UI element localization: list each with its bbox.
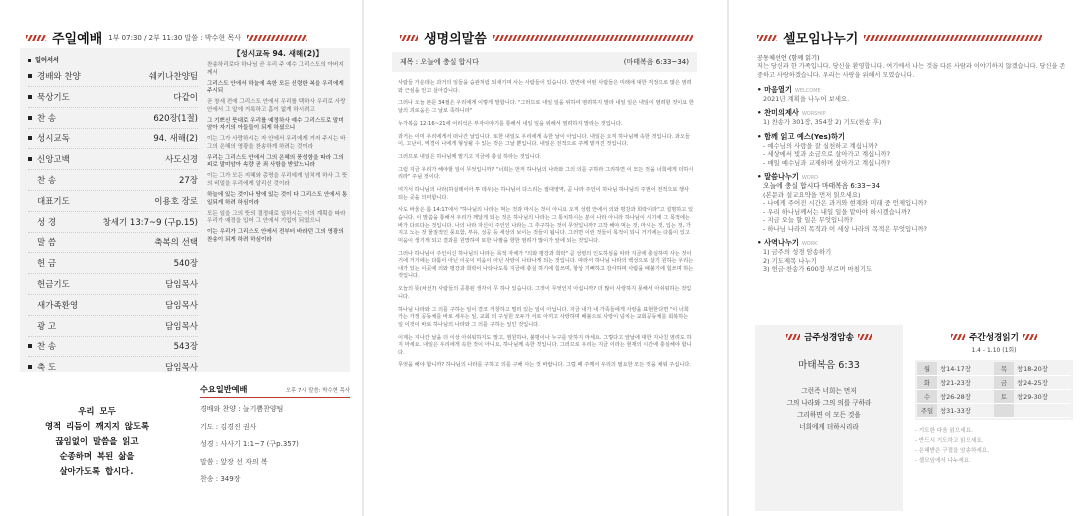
order-item xyxy=(28,232,198,252)
header-decoration xyxy=(247,35,307,41)
order-item xyxy=(28,108,198,128)
cell-section-item: - 매일 예수님과 교제하며 살아가고 계십니까? xyxy=(763,158,890,167)
bullet-icon xyxy=(28,365,32,369)
responsive-reading xyxy=(207,48,349,248)
sermon-paragraph: 하나님 나라와 그 의를 구하는 일이 결코 거창하고 멀리 있는 일이 아닙니다. 지금 내가 내 가족들에게 사랑을 표현한다면 "이 너희 가는 가정 공동체를 바로 세우는 일, 교회 의 구성원 모두가 서로 아끼고 사랑하며 배불으로 사랑이 넘치는 교회공동체를 회복하는 일 이것이 바로 하나님의 나라와 그 의를 구하는 일인 것입니다. xyxy=(398,306,689,328)
wed-title: 수요일반예배 xyxy=(200,384,248,394)
cell-section-heading: • 말씀나누기 WORD xyxy=(757,172,819,182)
wed-item: 기도 : 김경진 권사 xyxy=(200,422,257,431)
order-item-value: 담임목사 xyxy=(165,363,198,374)
sermon-paragraph: 사람들 가운데는 과거의 일들을 습관처럼 되새기며 사는 사람들이 있습니다. 반면에 어떤 사람들은 미래에 대한 걱정으로 많은 염려와 근심을 안고 살아갑니다. xyxy=(398,80,692,94)
reading-note: - 반드시 기도하고 읽으세요. xyxy=(915,438,984,444)
order-item-value: 620장(1절) xyxy=(153,113,198,124)
day-cell: 월 xyxy=(917,362,937,376)
cell-section-heading: • 사역나누기 WORK xyxy=(757,238,818,248)
cell-section-item: - 지금 오늘 할 일은 무엇입니까? xyxy=(763,216,853,225)
order-item-label: 대표기도 xyxy=(37,196,70,207)
order-item-label: 새가족환영 xyxy=(37,300,79,311)
day-cell: 주일 xyxy=(917,404,937,418)
day-cell: 금 xyxy=(994,376,1014,390)
sermon-paragraph: 과거는 이미 우리에게서 떠나간 날입니다. 또한 내일도 우리에게 속한 날이 아닙니다. 내일은 오직 하나님께 속한 것입니다. 과오들이, 고난이, 역경이 나에게 형성될 수 있는 것은 그날 뿐입니다. 내일은 전적으로 주께 맡겨진 것입니다. xyxy=(398,133,690,148)
cell-section-item: (본문과 설교요약을 먼저 읽으세요) xyxy=(763,190,861,199)
header-decoration xyxy=(493,35,693,41)
cell-section-item: 1) 금주의 성경 암송하기 xyxy=(763,248,832,257)
header-decoration xyxy=(864,35,1042,41)
order-item-value: 543장 xyxy=(173,342,198,353)
order-item-value: 쉐키나찬양팀 xyxy=(148,72,198,82)
page-title: 생명의말씀 xyxy=(424,32,487,47)
page-title: 주일예배 xyxy=(52,32,103,47)
sermon-paragraph: 오늘의 뜻(차선?) 사람들의 공통된 생각이 무 하나 있습니다. 그것이 무엇인지 아십니까? 더 많이 사랑하지 못해서 아쉬워하는 것입니다. xyxy=(398,286,692,300)
day-cell: 수 xyxy=(917,390,937,404)
cell-section-heading: • 찬미의제사 WORSHIP xyxy=(757,108,826,118)
reading-line: 찬송하리로다 하나님 곧 우리 주 예수 그리스도의 아버지께서 xyxy=(207,62,344,76)
bulletin-page-worship xyxy=(0,0,362,516)
reading-cell: 창21-23장 xyxy=(937,376,994,390)
reading-line: 그 기쁘신 뜻대로 우리를 예정하사 예수 그리스도로 말미암아 자기의 아들들이 되게 하셨으니 xyxy=(207,117,344,132)
page-title: 셀모임나누기 xyxy=(783,32,859,47)
order-item-label: 성 경 xyxy=(37,217,57,228)
reading-line: 곧 창세 전에 그리스도 안에서 우리를 택하사 우리로 사랑 안에서 그 앞에 거룩하고 흠이 없게 하시려고 xyxy=(207,99,346,113)
wed-item: 말씀 : 앞장 선 자의 복 xyxy=(200,457,268,466)
order-item-value: 사도신경 xyxy=(165,155,198,166)
intro-title: 공동체선언 (함께 읽기) xyxy=(757,55,820,62)
reading-note: - 은혜받은 구절을 암송하세요. xyxy=(915,448,989,454)
bullet-icon xyxy=(28,74,32,78)
order-item-value: 담임목사 xyxy=(165,321,198,332)
cell-section-item: 2021년 계획을 나누어 보세요. xyxy=(763,94,850,103)
reading-title: 【성시교독 94. 새해(2)】 xyxy=(232,49,324,58)
bulletin-page-sermon xyxy=(364,0,727,516)
bible-reading-title: 주간성경읽기 xyxy=(969,333,1019,343)
reading-line: 이는 그가 모든 지혜와 총명을 우리에게 넘치게 하사 그 뜻의 비밀을 우리에게 알리신 것이라 xyxy=(207,173,348,188)
wed-item: 성경 : 사사기 1:1~7 (구p.357) xyxy=(200,440,299,448)
bullet-icon: • xyxy=(757,131,765,141)
order-item xyxy=(28,316,198,336)
reading-dates: 1.4 - 1.10 (1회) xyxy=(971,347,1017,354)
reading-note: - 기도한 다음 읽으세요. xyxy=(915,428,973,434)
motto xyxy=(22,404,172,479)
bullet-icon: • xyxy=(757,84,765,94)
bullet-icon xyxy=(28,59,31,62)
order-item-label: 찬 송 xyxy=(37,113,57,124)
order-item xyxy=(28,274,198,294)
order-item-label: 찬 송 xyxy=(37,176,57,186)
cell-section-item: 3) 헌금·찬송가 600장 부르며 마침기도 xyxy=(763,265,873,274)
order-item-value: 27장 xyxy=(178,176,198,186)
reading-cell: 창18-20장 xyxy=(1014,362,1071,376)
reading-line: 그리스도 안에서 하늘에 속한 모든 신령한 복을 우리에게 주시되 xyxy=(207,80,344,95)
bullet-icon xyxy=(28,95,32,99)
cell-header xyxy=(757,28,1042,47)
sermon-paragraph: 그러므로 내일은 하나님께 맡기고 지금에 충실 하라는 것입니다. xyxy=(398,153,542,160)
order-item-value: 담임목사 xyxy=(165,280,198,290)
bullet-icon: • xyxy=(757,172,765,182)
order-item xyxy=(28,128,198,148)
order-item-value: 이용호 장로 xyxy=(154,196,198,207)
order-item-label: 신앙고백 xyxy=(37,155,70,166)
order-item xyxy=(28,357,198,377)
motto-line: 순종하며 복된 삶을 xyxy=(59,451,135,461)
bulletin-page-cell xyxy=(729,0,1091,516)
order-item xyxy=(28,336,198,356)
reading-cell: 창24-25장 xyxy=(1014,376,1071,390)
sermon-paragraph: 누가복음 12:16~21에 어리석은 부자이야기를 통해서 내일 일을 위해서 염려하지 말라는 것입니다. xyxy=(398,120,623,127)
reading-line: 이는 우리가 그리스도 안에서 전부터 바라던 그의 영광의 찬송이 되게 하려 하심이라 xyxy=(207,229,344,243)
motto-line: 끊임없이 말씀을 읽고 xyxy=(55,436,139,446)
wed-item: 찬송 : 349장 xyxy=(200,475,241,483)
order-item xyxy=(28,212,198,232)
table-row xyxy=(917,376,1071,390)
order-item-value: 축복의 선택 xyxy=(154,238,198,249)
reading-cell: 창31-33장 xyxy=(937,404,994,418)
cell-section-heading: • 함께 읽고 예스(Yes)하기 xyxy=(757,131,845,141)
header-decoration xyxy=(757,35,777,41)
sermon-body xyxy=(398,80,694,375)
order-item-value: 94. 새해(2) xyxy=(153,134,198,145)
header-decoration xyxy=(26,35,46,41)
sermon-paragraph: 여기서 하나님의 나라(하실레이아 투 데우)는 하나님이 다스리는 절대영역, 곧 나라 주인이 하나님 하나님의 주권이 전적으로 행사되는 곳을 의미합니다. xyxy=(398,187,690,201)
memory-line: 그의 나라와 그의 의를 구하라 xyxy=(786,399,872,407)
reading-cell: 창26-28장 xyxy=(937,390,994,404)
header-decoration xyxy=(1023,334,1037,340)
bullet-icon: • xyxy=(757,238,765,248)
bullet-icon xyxy=(28,344,32,348)
sermon-header xyxy=(400,28,693,47)
header-decoration xyxy=(400,35,418,41)
reading-table xyxy=(917,362,1071,418)
bullet-icon: • xyxy=(757,108,765,118)
order-item-value: 540장 xyxy=(173,259,198,270)
sermon-title: 제목 : 오늘에 충실 합시다 xyxy=(400,58,479,66)
day-cell xyxy=(994,404,1014,418)
memory-line: 그런즉 너희는 먼저 xyxy=(801,387,857,395)
bullet-icon xyxy=(28,116,32,120)
cell-guide xyxy=(757,55,1069,274)
motto-line: 영적 리듬이 깨지지 않도록 xyxy=(44,421,150,431)
order-item xyxy=(28,295,198,315)
reading-line: 하늘에 있는 것이나 땅에 있는 것이 다 그리스도 안에서 통일되게 하려 하심이라 xyxy=(207,192,348,206)
reading-cell: 창29-30장 xyxy=(1014,390,1071,404)
order-item xyxy=(28,253,198,273)
memory-line: 너희에게 더하시리라 xyxy=(799,423,859,431)
intro-text: 저는 당신과 한 가족입니다. 당신을 환영합니다. 여기에서 나는 것을 다른 사람과 이야기하지 않겠습니다. 당신을 존중하고 사랑하겠습니다. 우리는 사랑을 위해서 모였습니다. xyxy=(757,63,1066,79)
cell-section-item: 1) 찬송가 301장, 354장 2) 기도(찬송 후) xyxy=(763,118,882,127)
order-item-label: 말 씀 xyxy=(37,238,57,249)
sermon-paragraph: 사도 바울은 롬 14:17에서 "하나님의 나라는 먹는 것과 마시는 것이 아니요 오직 성령 안에서 의와 평강과 희락이라"고 설명하고 있습니다. 이 말씀을 통해서 우리가 깨달게 되는 것은 하나님의 나라는 그 통치하시는 분이 나라 아니라 하나님이 시기에 그 목적에는 바가 다르다는 것입니다. 나의 나라 자신이 주인인 나라는 그 추구하는 것이 무엇입니까? 고작 해야 먹는 것, 마시는 것, 입는 것, 가지고 노는 것 물질적인 풍요함, 부유, 성공 등 세상의 보이는 것들이 됩니다. 그러면 이런 것들이 목적이 되니 거기에는 다툼이 있고 미움이 생기게 되고 결과를 원망하여 또한 나팔을 향한 염려가 많이가 앞에 되는 것입니다. xyxy=(398,207,693,244)
reading-cell xyxy=(1014,404,1071,418)
order-item xyxy=(28,170,198,190)
order-item xyxy=(28,191,198,211)
order-item-label: 헌금기도 xyxy=(37,280,70,290)
order-item-label: 광 고 xyxy=(37,321,57,332)
cell-section-item: 2) 기도제목 나누기 xyxy=(763,256,817,265)
memory-reference: 마태복음 6:33 xyxy=(798,360,860,371)
day-cell: 토 xyxy=(994,390,1014,404)
day-cell: 목 xyxy=(994,362,1014,376)
sermon-paragraph: 이제는 지나간 날을 더 이상 아쉬워하지도 말고, 염원하나, 불평이나 누구를 탓하지 마세요. 그렇다고 앞날에 대한 지나친 염려도 하지 마세요. 내일은 우리에게 속한 것이 아니요, 하나님께 속한 것입니다. 그러므로 우리는 지금 이라는 현재의 시간에 충실해야 합니다. xyxy=(398,334,692,356)
reading-line: 모든 일을 그의 뜻의 결정대로 일하시는 이의 계획을 따라 우리가 예정을 입어 그 안에서 기업이 되었으니 xyxy=(207,210,346,225)
table-row xyxy=(917,362,1071,376)
cell-section-item: - 세상에서 빛과 소금으로 살아가고 계십니까? xyxy=(763,150,890,159)
order-item-value: 창세기 13:7~9 (구p.15) xyxy=(102,217,198,228)
worship-header xyxy=(26,28,307,47)
reading-line: 이는 그가 사랑하시는 자 안에서 우리에게 거저 주시는 바 그의 은혜의 영광을 찬송하게 하려는 것이라 xyxy=(207,136,346,150)
weekly-reading xyxy=(915,325,1073,466)
table-row xyxy=(917,390,1071,404)
order-item-label: 성시교독 xyxy=(37,134,70,145)
cell-section-item: - 나에게 주어진 시간은 과거와 현재와 미래 중 언제입니까? xyxy=(763,199,927,208)
bullet-icon xyxy=(28,136,32,140)
order-item-value: 다같이 xyxy=(173,92,198,103)
wed-subtitle: 오후 7시 말씀: 박수현 목사 xyxy=(285,388,350,394)
order-item xyxy=(28,87,198,107)
order-item-label: 찬 송 xyxy=(37,342,57,353)
sermon-title-bar xyxy=(392,52,697,72)
memory-verse-panel xyxy=(755,325,903,511)
service-times: 1부 07:30 / 2부 11:30 말씀 : 박수현 목사 xyxy=(108,33,241,42)
bullet-icon xyxy=(28,157,32,161)
order-item xyxy=(28,149,198,169)
header-decoration xyxy=(951,334,965,340)
header-decoration xyxy=(786,334,800,340)
wed-item: 경배와 찬양 : 늘기쁨찬양팀 xyxy=(200,405,284,413)
order-item-label: 경배와 찬양 xyxy=(37,72,81,82)
table-row xyxy=(917,404,1071,418)
sermon-paragraph: 그러나 오늘 본문 34절은 우리에게 이렇게 말합니다. "그러므로 내일 일을 위하여 염려하지 말라 내일 일은 내일이 염려할 것이요 한 날의 괴로움은 그 날로 족하니라" xyxy=(398,100,694,114)
order-item-value: 담임목사 xyxy=(165,300,198,311)
reading-note: - 셀모임에서 나누세요. xyxy=(915,458,971,464)
order-item-label: 축 도 xyxy=(37,363,57,374)
sermon-paragraph: 무엇을 해야 합니까? 하나님의 나라를 구하고 의를 구해 사는 것 바랍니다. 그럴 때 주께서 우리의 필요한 모든 것을 채워 주십니다. xyxy=(398,362,691,369)
sermon-reference: (마태복음 6:33~34) xyxy=(623,58,689,66)
header-decoration xyxy=(858,334,872,340)
order-item-label: 헌 금 xyxy=(37,259,57,270)
cell-section-item: 오늘에 충실 합시다 마태복음 6:33~34 xyxy=(763,182,881,191)
memory-title: 금주성경암송 xyxy=(804,333,854,343)
cell-section-item: - 하나님 나라의 목적과 이 세상 나라의 목적은 무엇입니까? xyxy=(763,224,927,233)
motto-line: 우리 모두 xyxy=(78,406,116,416)
day-cell: 화 xyxy=(917,376,937,390)
order-heading: 일어서서 xyxy=(28,55,59,64)
motto-line: 살아가도록 합시다. xyxy=(59,466,135,476)
cell-section-heading: • 마음열기 WELCOME xyxy=(757,84,821,94)
wednesday-service xyxy=(200,384,350,489)
reading-cell: 창14-17장 xyxy=(937,362,994,376)
reading-line: 우리는 그리스도 안에서 그의 은혜의 풍성함을 따라 그의 피로 말미암아 속량 곧 죄 사함을 받았느니라 xyxy=(207,154,344,169)
memory-line: 그리하면 이 모든 것을 xyxy=(797,411,861,419)
cell-section-item: - 우리 하나님께서는 내일 일을 맡아야 하시겠습니까? xyxy=(763,207,911,216)
order-item-label: 묵상기도 xyxy=(37,92,70,103)
cell-section-item: - 예수님의 사랑을 잘 실천하고 계십니까? xyxy=(763,141,878,150)
sermon-paragraph: 그럼 지금 우리가 해야할 일이 무엇입니까? "너희는 먼저 하나님의 나라와 그의 의를 구하라 그리하면 이 모든 것을 너희에게 더하시리라" 주님 것이다. xyxy=(398,166,694,181)
sermon-paragraph: 그러나 하나님이 주인이신 하나님의 나라는 목적 자체가 "의와 평강과 희락" 곧 성령의 인도하심을 따라 지금에 충실하며 사는 것이기에 거기에는 다툼이 아닌 이웃이 미움이 아닌 사랑이 나타나게 되는 것입니다. 따라서 하나님 나라의 백성으로 살기 원하는 우리는 내가 있는 이곳에 의와 평강과 희락이 나타나도록 지금에 충실 하기에 힘쓰며, 항상 기뻐하고 감사하며 사람을 배불기에 힘쓰며 하는 것입니다. xyxy=(398,250,694,280)
order-item xyxy=(28,66,198,86)
